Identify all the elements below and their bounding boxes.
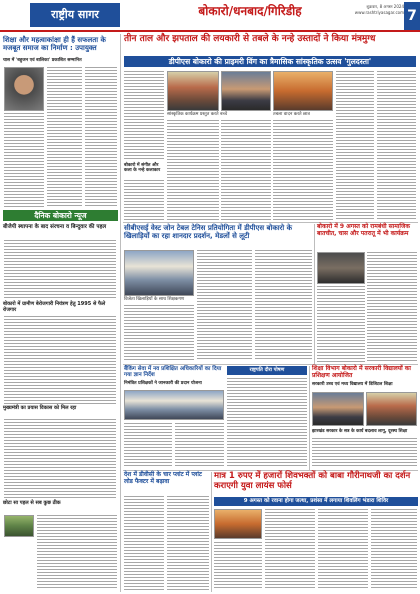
bottom-article-c <box>318 509 368 590</box>
lower-right-article <box>312 438 417 468</box>
top-caption-1: सांस्कृतिक कार्यक्रम प्रस्तुत करते बच्चे <box>167 112 228 117</box>
middle-right-photo <box>317 252 365 284</box>
top-article-col-b <box>167 120 219 220</box>
lower-left-headline: बैंकिंग सेवा में नव प्रशिक्षित अधिकारियों का दिया गया ज्ञान निर्देश <box>124 366 222 379</box>
bottom-photo <box>214 509 262 539</box>
lower-left-article-a <box>124 423 172 467</box>
lower-right-photo-1 <box>312 392 364 426</box>
lower-right-subhead: सरकारी उच्च एवं मध्य विद्यालय में डिजिटल शिक्षा <box>312 382 393 387</box>
left-article-4 <box>4 419 116 499</box>
lower-divider <box>309 366 310 470</box>
edition-title: बोकारो/धनबाद/गिरिडीह <box>198 4 302 18</box>
middle-right-article-col-a <box>317 286 365 362</box>
paper-name: राष्ट्रीय सागर <box>51 8 99 21</box>
top-headline: तीन ताल और झपताल की लयकारी से तबले के नन्हे उस्तादों ने किया मंत्रमुग्ध <box>124 34 376 44</box>
top-photo-1 <box>167 71 219 111</box>
top-article-col-a2 <box>124 180 164 220</box>
left-article-2 <box>4 240 116 300</box>
middle-article-col-a <box>124 305 194 361</box>
bottom-headline: मात्र 1 रुपए में हजारों शिवभक्तों को बाबा गौरीनाथजी का दर्शन कराएगी युवा लायंस फोर्स <box>214 471 411 491</box>
lower-mid-band: राष्ट्रपति दौरा पोषण <box>227 366 307 375</box>
left-article-5 <box>37 515 117 590</box>
middle-article-col-b <box>197 250 252 361</box>
left-headline-1: शिक्षा और महत्वाकांक्षा ही हैं सफलता के मजबूत समाज का निर्माण : उपायुक्त <box>3 36 106 53</box>
middle-article-col-c <box>255 250 312 361</box>
top-article-col-c <box>221 120 271 220</box>
top-side-headline: बोकारो में संगीत और कला के नन्हे कलाकार <box>124 163 161 174</box>
bottom-article-a <box>214 542 262 590</box>
left-headline-3: बोकारो में ग्रामीण बेरोजगारी नियंत्रण हेतु 1995 से फैले रोजगार <box>3 301 106 313</box>
left-article-3 <box>4 316 116 404</box>
lower-left-photo <box>124 390 224 420</box>
lower-left-subhead: निमंत्रित प्रशिक्षकों ने जानकारी की प्रदान योजना <box>124 381 202 386</box>
left-column-divider <box>120 34 121 592</box>
top-article-col-d <box>273 120 333 220</box>
masthead-rule <box>0 30 420 32</box>
page-number: 7 <box>404 2 420 30</box>
middle-right-headline: बोकारो में 9 अगस्त को रामबंधी सामाजिक बातचीत, चास और पतरातू में भी कार्यक्रम <box>317 223 410 237</box>
left-headline-2: बीजेपी स्थापना के बाद संरचना व बिन्दुवार की पहल <box>3 224 107 230</box>
left-subhead-1: चास में 'बहुजन एवं बालिका' प्रकाशित सम्मानित <box>3 58 82 63</box>
top-article-col-e <box>336 71 374 220</box>
left-headline-5: छोटा सा पहल से सब कुछ ठीक <box>3 500 61 506</box>
top-photo-3 <box>273 71 333 111</box>
lower-right-headline: शिक्षा विभाग बोकारो में सरकारी विद्यालयों का प्रशिक्षण आयोजित <box>312 365 411 379</box>
left-photo-1 <box>4 67 44 111</box>
left-photo-2 <box>4 515 34 537</box>
bottom-divider <box>211 472 212 592</box>
middle-photo-team <box>124 250 194 296</box>
paper-name-box <box>30 3 120 27</box>
middle-right-article-col-b <box>367 252 417 362</box>
issue-date: शुक्रवार, 8 अगस्त 2024 <box>366 4 404 9</box>
top-caption-2: तबला वादन करते छात्र <box>273 112 310 117</box>
middle-divider <box>314 224 315 364</box>
middle-caption: विजेता खिलाड़ियों के साथ शिक्षकगण <box>124 297 185 302</box>
masthead <box>0 0 420 33</box>
bottom-subhead-band: 9 अगस्त को रवाना होगा जत्था, प्रशंसा में लगाया शिवलिंग भंडारा शिविर <box>214 497 418 506</box>
lower-mid-article <box>227 378 307 467</box>
top-article-col-f <box>377 71 416 220</box>
left-article-1-col-a <box>4 113 44 208</box>
top-photo-2 <box>221 71 271 111</box>
bottom-left-headline: देश में डीवीसी के चार प्लांट में प्लांट लोड फैक्टर में बढ़ावा <box>124 471 202 485</box>
bottom-article-b <box>265 509 315 590</box>
bottom-left-article-b <box>167 496 209 590</box>
bottom-left-article-a <box>124 496 164 590</box>
bottom-article-d <box>371 509 417 590</box>
left-article-1-col-c <box>85 67 117 208</box>
left-section-band: दैनिक बोकारो न्यूज <box>3 210 118 221</box>
left-article-1-col-b <box>47 67 82 208</box>
lower-right-photo-2 <box>366 392 417 426</box>
middle-headline: सीबीएसई वेस्ट जोन टेबल टेनिस प्रतियोगिता में डीपीएस बोकारो के खिलाड़ियों का रहा शानदार प्रदर्शन, मेडलों से लूटी <box>124 224 292 241</box>
top-article-col-a <box>124 71 164 161</box>
date-line <box>342 4 404 16</box>
lower-right-small-headline: झारखंड सरकार के सत्र के कार्य बदलाव लागू, दूरस्थ शिक्षा <box>312 429 408 434</box>
top-subhead-band: डीपीएस बोकारो की प्राइमरी विंग का त्रैमासिक सांस्कृतिक उत्सव 'गुलदस्ता' <box>124 56 416 67</box>
lower-left-article-b <box>175 423 224 467</box>
left-headline-4: मुख्यमंत्री का प्रयास विकास को मिल रहा <box>3 405 77 411</box>
website: www.rashtriyasagar.com <box>354 10 404 15</box>
